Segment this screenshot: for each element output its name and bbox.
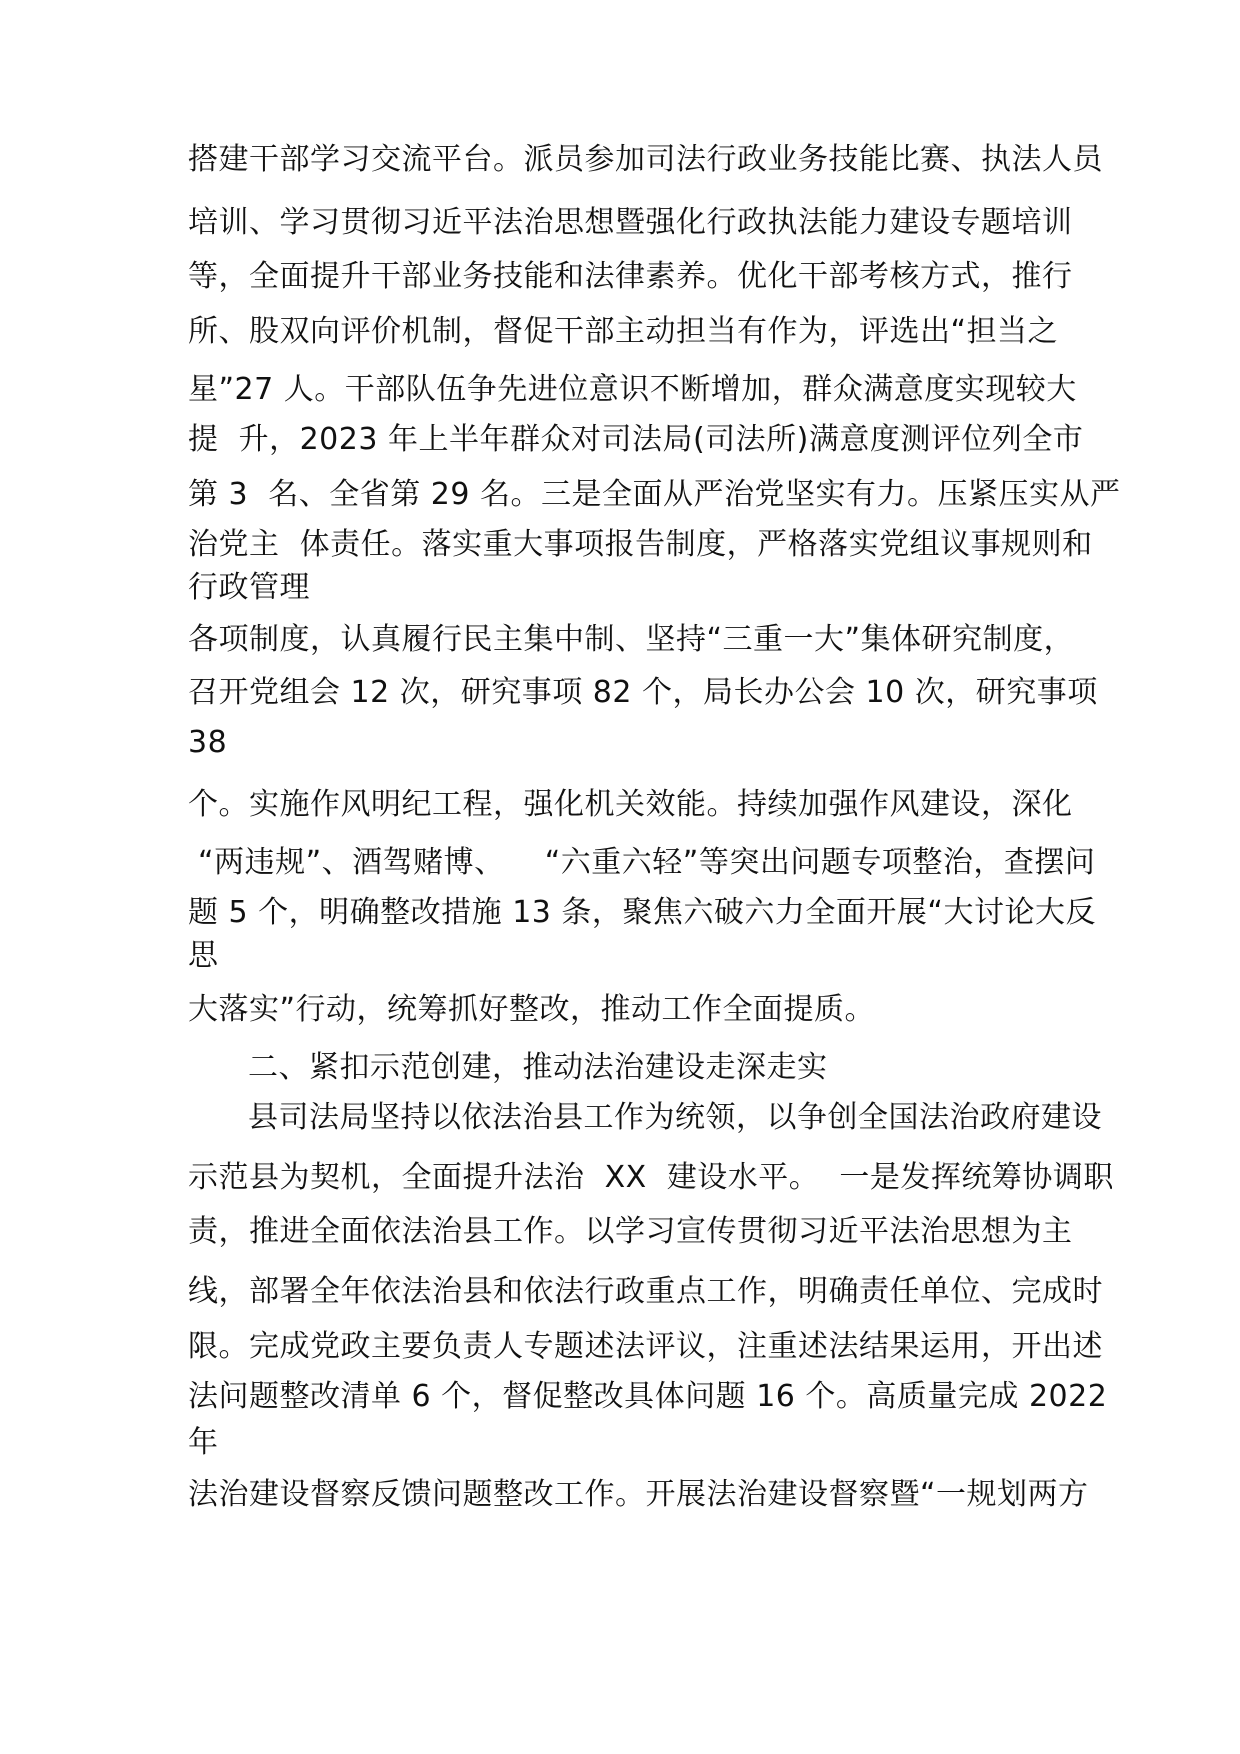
text-line: 题 5 个，明确整改措施 13 条，聚焦六破六力全面开展“大讨论大反: [188, 895, 1096, 930]
text-line: 大落实”行动，统筹抓好整改，推动工作全面提质。: [188, 992, 876, 1027]
text-line: 责，推进全面依法治县工作。以学习宣传贯彻习近平法治思想为主: [188, 1214, 1073, 1249]
text-line: 38: [188, 725, 228, 760]
text-line: 思: [188, 938, 219, 973]
text-line: 召开党组会 12 次，研究事项 82 个，局长办公会 10 次，研究事项: [188, 675, 1098, 710]
text-line: 搭建干部学习交流平台。派员参加司法行政业务技能比赛、执法人员: [188, 142, 1103, 177]
text-line: 治党主 体责任。落实重大事项报告制度，严格落实党组议事规则和: [188, 527, 1093, 562]
text-line: 个。实施作风明纪工程，强化机关效能。持续加强作风建设，深化: [188, 787, 1073, 822]
text-line: 限。完成党政主要负责人专题述法评议，注重述法结果运用，开出述: [188, 1329, 1103, 1364]
text-line: 星”27 人。干部队伍争先进位意识不断增加，群众满意度实现较大: [188, 372, 1077, 407]
text-line: 所、股双向评价机制，督促干部主动担当有作为，评选出“担当之: [188, 314, 1059, 349]
text-line: 各项制度，认真履行民主集中制、坚持“三重一大”集体研究制度，: [188, 622, 1075, 657]
text-line: 第 3 名、全省第 29 名。三是全面从严治党坚实有力。压紧压实从严: [188, 477, 1121, 512]
text-line: 法问题整改清单 6 个，督促整改具体问题 16 个。高质量完成 2022: [188, 1379, 1108, 1414]
text-line: 县司法局坚持以依法治县工作为统领，以争创全国法治政府建设: [248, 1100, 1102, 1135]
section-heading: 二、紧扣示范创建，推动法治建设走深走实: [248, 1050, 828, 1085]
text-line: 行政管理: [188, 570, 310, 605]
text-line: 法治建设督察反馈问题整改工作。开展法治建设督察暨“一规划两方: [188, 1477, 1089, 1512]
text-line: 年: [188, 1425, 219, 1460]
text-line: 培训、学习贯彻习近平法治思想暨强化行政执法能力建设专题培训: [188, 205, 1073, 240]
text-line: 提 升，2023 年上半年群众对司法局(司法所)满意度测评位列全市: [188, 422, 1084, 457]
text-line: 线，部署全年依法治县和依法行政重点工作，明确责任单位、完成时: [188, 1274, 1103, 1309]
text-line: 示范县为契机，全面提升法治 XX 建设水平。 一是发挥统筹协调职: [188, 1160, 1114, 1195]
text-line: 等，全面提升干部业务技能和法律素养。优化干部考核方式，推行: [188, 259, 1073, 294]
text-line: “两违规”、酒驾赌博、 “六重六轻”等突出问题专项整治，查摆问: [188, 845, 1096, 880]
